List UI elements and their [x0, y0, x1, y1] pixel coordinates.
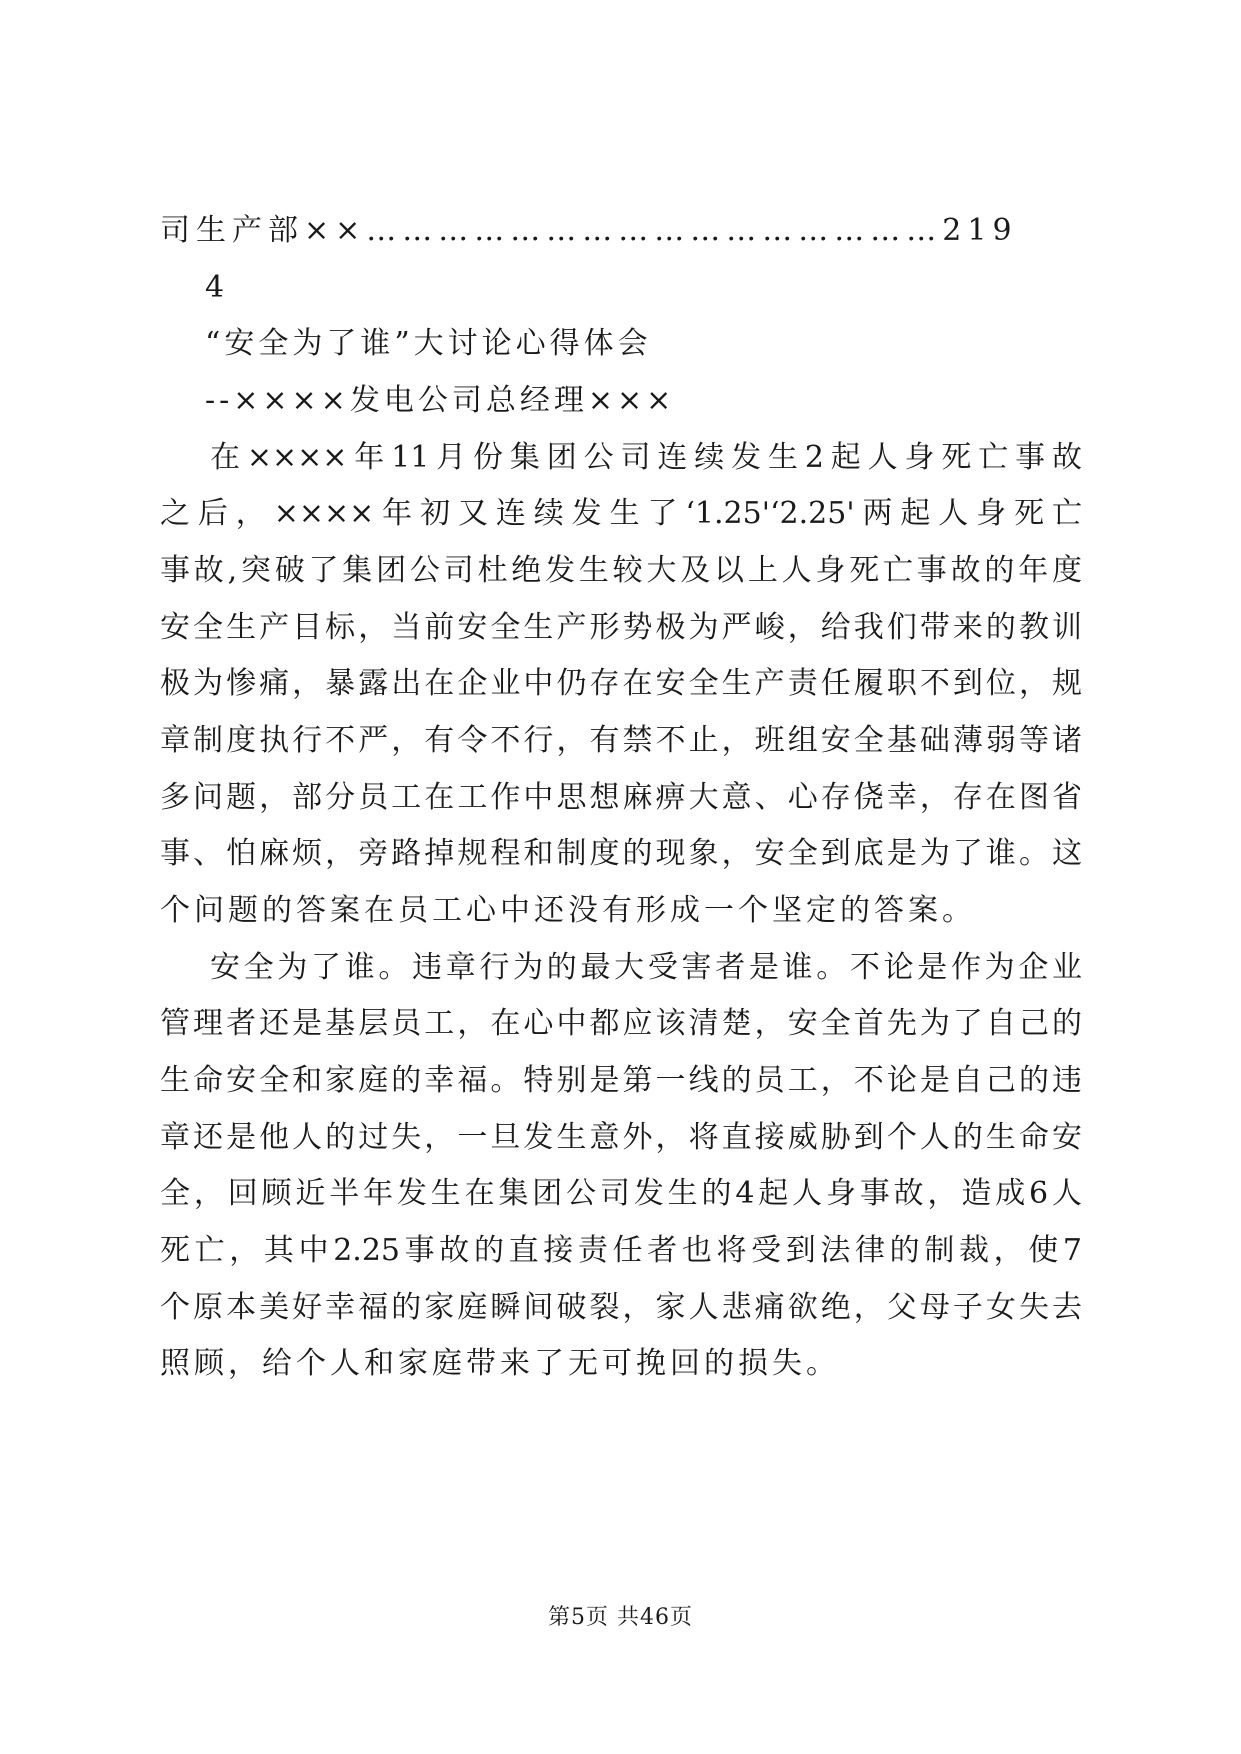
paragraph-line: 死亡，其中2.25事故的直接责任者也将受到法律的制裁，使7	[160, 1233, 1082, 1268]
paragraph-line: 个问题的答案在员工心中还没有形成一个坚定的答案。	[160, 893, 976, 928]
paragraph-line: 在××××年11月份集团公司连续发生2起人身死亡事故	[210, 440, 1082, 475]
paragraph-line: 多问题，部分员工在工作中思想麻痹大意、心存侥幸，存在图省	[160, 780, 1082, 815]
paragraph-line: 安全为了谁。违章行为的最大受害者是谁。不论是作为企业	[210, 950, 1082, 985]
paragraph-line: 管理者还是基层员工，在心中都应该清楚，安全首先为了自己的	[160, 1006, 1082, 1041]
paragraph-line: 安全生产目标，当前安全生产形势极为严峻，给我们带来的教训	[160, 610, 1082, 645]
paragraph-line: 个原本美好幸福的家庭瞬间破裂，家人悲痛欲绝，父母子女失去	[160, 1290, 1082, 1325]
paragraph-line: 章还是他人的过失，一旦发生意外，将直接威胁到个人的生命安	[160, 1120, 1082, 1155]
toc-entry: 司生产部××…………………………………………219	[160, 213, 1018, 248]
page-indicator: 第5页 共46页	[548, 1605, 693, 1630]
paragraph-line: 章制度执行不严，有令不行，有禁不止，班组安全基础薄弱等诸	[160, 723, 1082, 758]
toc-page-number: 4	[205, 270, 231, 305]
paragraph-line: 之后，××××年初又连续发生了‘1.25'‘2.25'两起人身死亡	[160, 496, 1082, 531]
paragraph-line: 事故,突破了集团公司杜绝发生较大及以上人身死亡事故的年度	[160, 553, 1082, 588]
paragraph-line: 全，回顾近半年发生在集团公司发生的4起人身事故，造成6人	[160, 1176, 1082, 1211]
paragraph-line: 生命安全和家庭的幸福。特别是第一线的员工，不论是自己的违	[160, 1063, 1082, 1098]
paragraph-line: 照顾，给个人和家庭带来了无可挽回的损失。	[160, 1346, 840, 1381]
paragraph-line: 事、怕麻烦，旁路掉规程和制度的现象，安全到底是为了谁。这	[160, 836, 1082, 871]
document-byline: --××××发电公司总经理×××	[205, 383, 676, 418]
document-title: “安全为了谁”大讨论心得体会	[205, 326, 652, 361]
paragraph-line: 极为惨痛，暴露出在企业中仍存在安全生产责任履职不到位，规	[160, 666, 1082, 701]
